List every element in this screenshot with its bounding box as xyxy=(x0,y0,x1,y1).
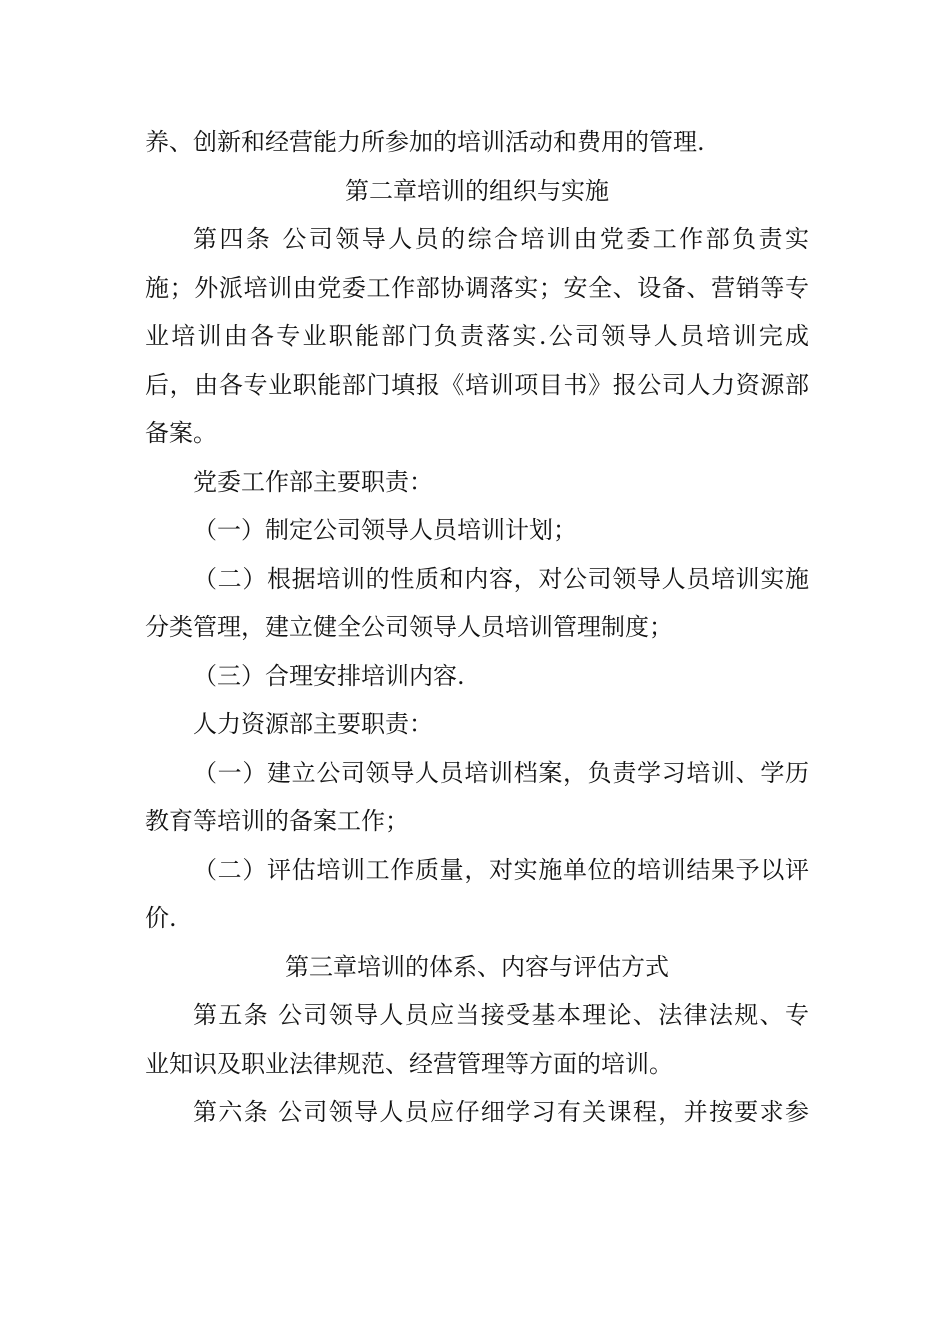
chapter-heading: 第三章培训的体系、内容与评估方式 xyxy=(285,952,669,981)
paragraph-line: 养、创新和经营能力所参加的培训活动和费用的管理. xyxy=(145,128,705,156)
article-line: 第五条 公司领导人员应当接受基本理论、法律法规、专 xyxy=(193,1001,809,1029)
paragraph-line: 业知识及职业法律规范、经营管理等方面的培训。 xyxy=(145,1049,673,1078)
article-line: 第四条 公司领导人员的综合培训由党委工作部负责实 xyxy=(193,225,809,253)
article-line: 第六条 公司领导人员应仔细学习有关课程，并按要求参 xyxy=(193,1098,809,1126)
paragraph-line: 备案。 xyxy=(145,419,217,447)
paragraph-line: 教育等培训的备案工作； xyxy=(145,807,409,835)
paragraph-line: 价. xyxy=(145,904,177,932)
list-item: （一）建立公司领导人员培训档案，负责学习培训、学历 xyxy=(193,758,809,787)
list-item: （二）评估培训工作质量，对实施单位的培训结果予以评 xyxy=(193,855,809,884)
paragraph-line: 后，由各专业职能部门填报《培训项目书》报公司人力资源部 xyxy=(145,370,809,399)
list-item: （一）制定公司领导人员培训计划； xyxy=(193,516,577,544)
chapter-heading: 第二章培训的组织与实施 xyxy=(345,176,609,205)
list-item: （二）根据培训的性质和内容，对公司领导人员培训实施 xyxy=(193,564,809,593)
paragraph-line: 施；外派培训由党委工作部协调落实；安全、设备、营销等专 xyxy=(145,273,809,302)
body-text xyxy=(145,118,809,1137)
section-label: 党委工作部主要职责： xyxy=(193,467,433,496)
paragraph-line: 业培训由各专业职能部门负责落实.公司领导人员培训完成 xyxy=(145,322,809,350)
paragraph-line: 分类管理，建立健全公司领导人员培训管理制度； xyxy=(145,613,673,641)
list-item: （三）合理安排培训内容. xyxy=(193,661,465,690)
section-label: 人力资源部主要职责： xyxy=(193,710,433,738)
